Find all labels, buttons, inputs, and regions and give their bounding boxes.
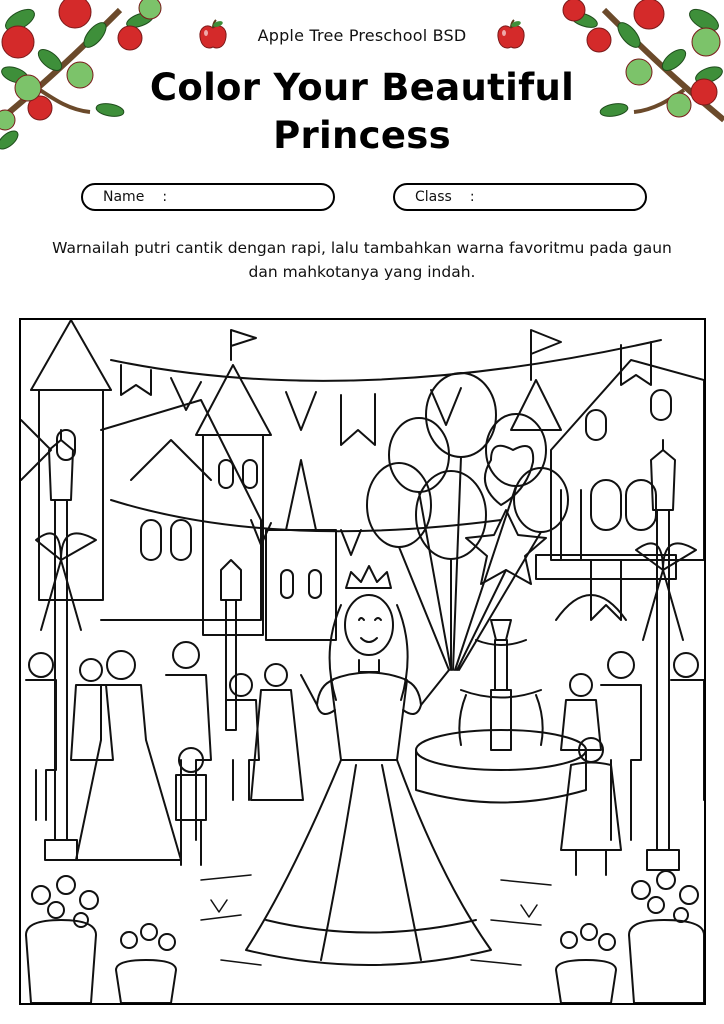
crowd-right [226,652,704,875]
school-header [0,18,724,52]
class-field[interactable] [393,183,647,211]
flower-pot-right [556,871,704,1003]
class-colon: : [469,189,475,205]
class-label: Class [415,189,452,205]
balloons [367,373,568,670]
bunting-flags [111,340,661,555]
apple-icon [198,19,228,51]
fountain [416,620,586,803]
name-field[interactable] [81,183,335,211]
name-colon: : [162,189,168,205]
school-name: Apple Tree Preschool BSD [257,25,467,45]
crowd-left [26,642,211,865]
apple-icon [496,19,526,51]
name-label: Name [103,189,145,205]
page-title: Color Your Beautiful Princess [149,66,575,157]
instructions-text: Warnailah putri cantik dengan rapi, lalu tambahkan warna favoritmu pada gaun dan mahkotanya yang indah. [52,239,672,281]
coloring-illustration-frame [19,318,706,1005]
flower-pot-left [26,876,176,1003]
princess-festival-illustration [21,320,704,1003]
